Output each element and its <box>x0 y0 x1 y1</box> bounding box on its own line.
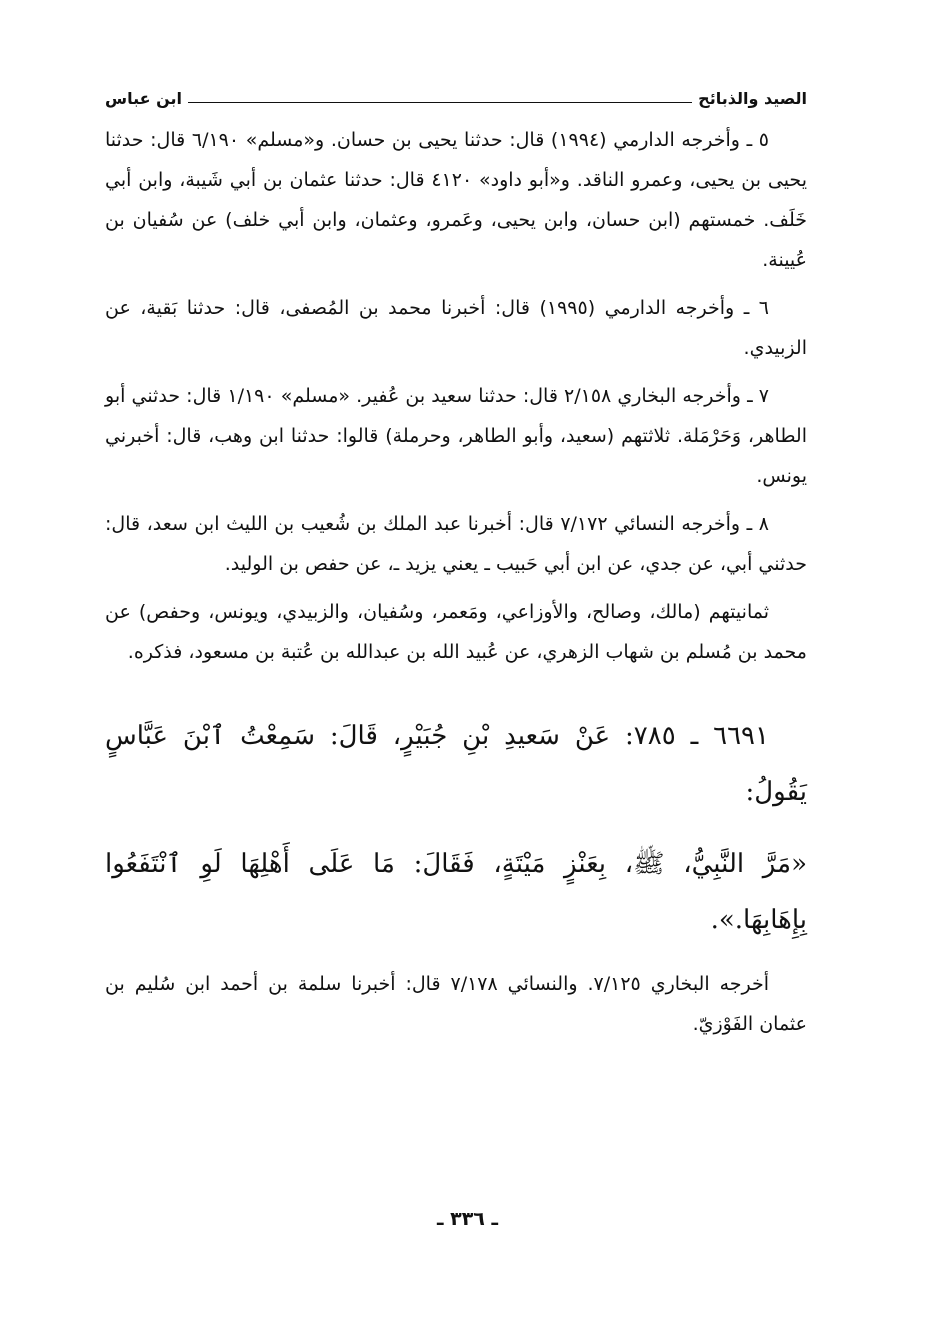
hadith-isnad: ٦٦٩١ ـ ٧٨٥: عَنْ سَعيدِ بْنِ جُبَيْرٍ، قَالَ: سَمِعْتُ ٱبْنَ عَبَّاسٍ يَقُولُ: <box>105 721 807 807</box>
note-summary-paragraph: ثمانيتهم (مالك، وصالح، والأوزاعي، ومَعمر، وسُفيان، والزبيدي، ويونس، وحفص) عن محمد بن مُسلم بن شهاب الزهري، عن عُبيد الله بن عبدالله بن عُتبة بن مسعود، فذكره. <box>105 601 807 663</box>
note-paragraph-5: ٥ ـ وأخرجه الدارمي (١٩٩٤) قال: حدثنا يحيى بن حسان. و«مسلم» ٦/١٩٠ قال: حدثنا يحيى بن يحيى، وعمرو الناقد. و«أبو داود» ٤١٢٠ قال: حدثنا عثمان بن أبي شَيبة، وابن أبي خَلَف. خمستهم (ابن حسان، وابن يحيى، وعَمرو، وعثمان، وابن أبي خلف) عن سُفيان بن عُيينة. <box>105 129 807 271</box>
note-paragraph-6: ٦ ـ وأخرجه الدارمي (١٩٩٥) قال: أخبرنا محمد بن المُصفى، قال: حدثنا بَقية، عن الزبيدي. <box>105 297 807 359</box>
spacer <box>105 680 807 708</box>
page-body <box>105 120 807 1052</box>
takhrij-paragraph: أخرجه البخاري ٧/١٢٥. والنسائي ٧/١٧٨ قال: أخبرنا سلمة بن أحمد ابن سُليم بن عثمان الفَوْزيّ. <box>105 973 807 1035</box>
header-section-title: ابن عباس <box>105 89 183 108</box>
note-paragraph-8: ٨ ـ وأخرجه النسائي ٧/١٧٢ قال: أخبرنا عبد الملك بن شُعيب بن الليث ابن سعد، قال: حدثني أبي، عن جدي، عن ابن أبي حَبيب ـ يعني يزيد ـ، عن حفص بن الوليد. <box>105 513 807 575</box>
header-chapter-title: الصيد والذبائح <box>698 89 807 108</box>
spacer <box>105 948 807 964</box>
header-rule <box>188 102 692 103</box>
page-number: ـ ٣٣٦ ـ <box>436 1208 498 1230</box>
spacer <box>105 820 807 836</box>
hadith-matn: «مَرَّ النَّبِيُّ، ﷺ، بِعَنْزٍ مَيْتَةٍ، فَقَالَ: مَا عَلَى أَهْلِهَا لَوِ ٱنْتَفَعُوا بِإِهَابِهَا.». <box>105 849 807 935</box>
note-paragraph-7: ٧ ـ وأخرجه البخاري ٢/١٥٨ قال: حدثنا سعيد بن عُفير. «مسلم» ١/١٩٠ قال: حدثني أبو الطاهر، وَحَرْمَلة. ثلاثتهم (سعيد، وأبو الطاهر، وحرملة) قالوا: حدثنا ابن وهب، قال: أخبرني يونس. <box>105 385 807 487</box>
running-header <box>105 86 807 108</box>
